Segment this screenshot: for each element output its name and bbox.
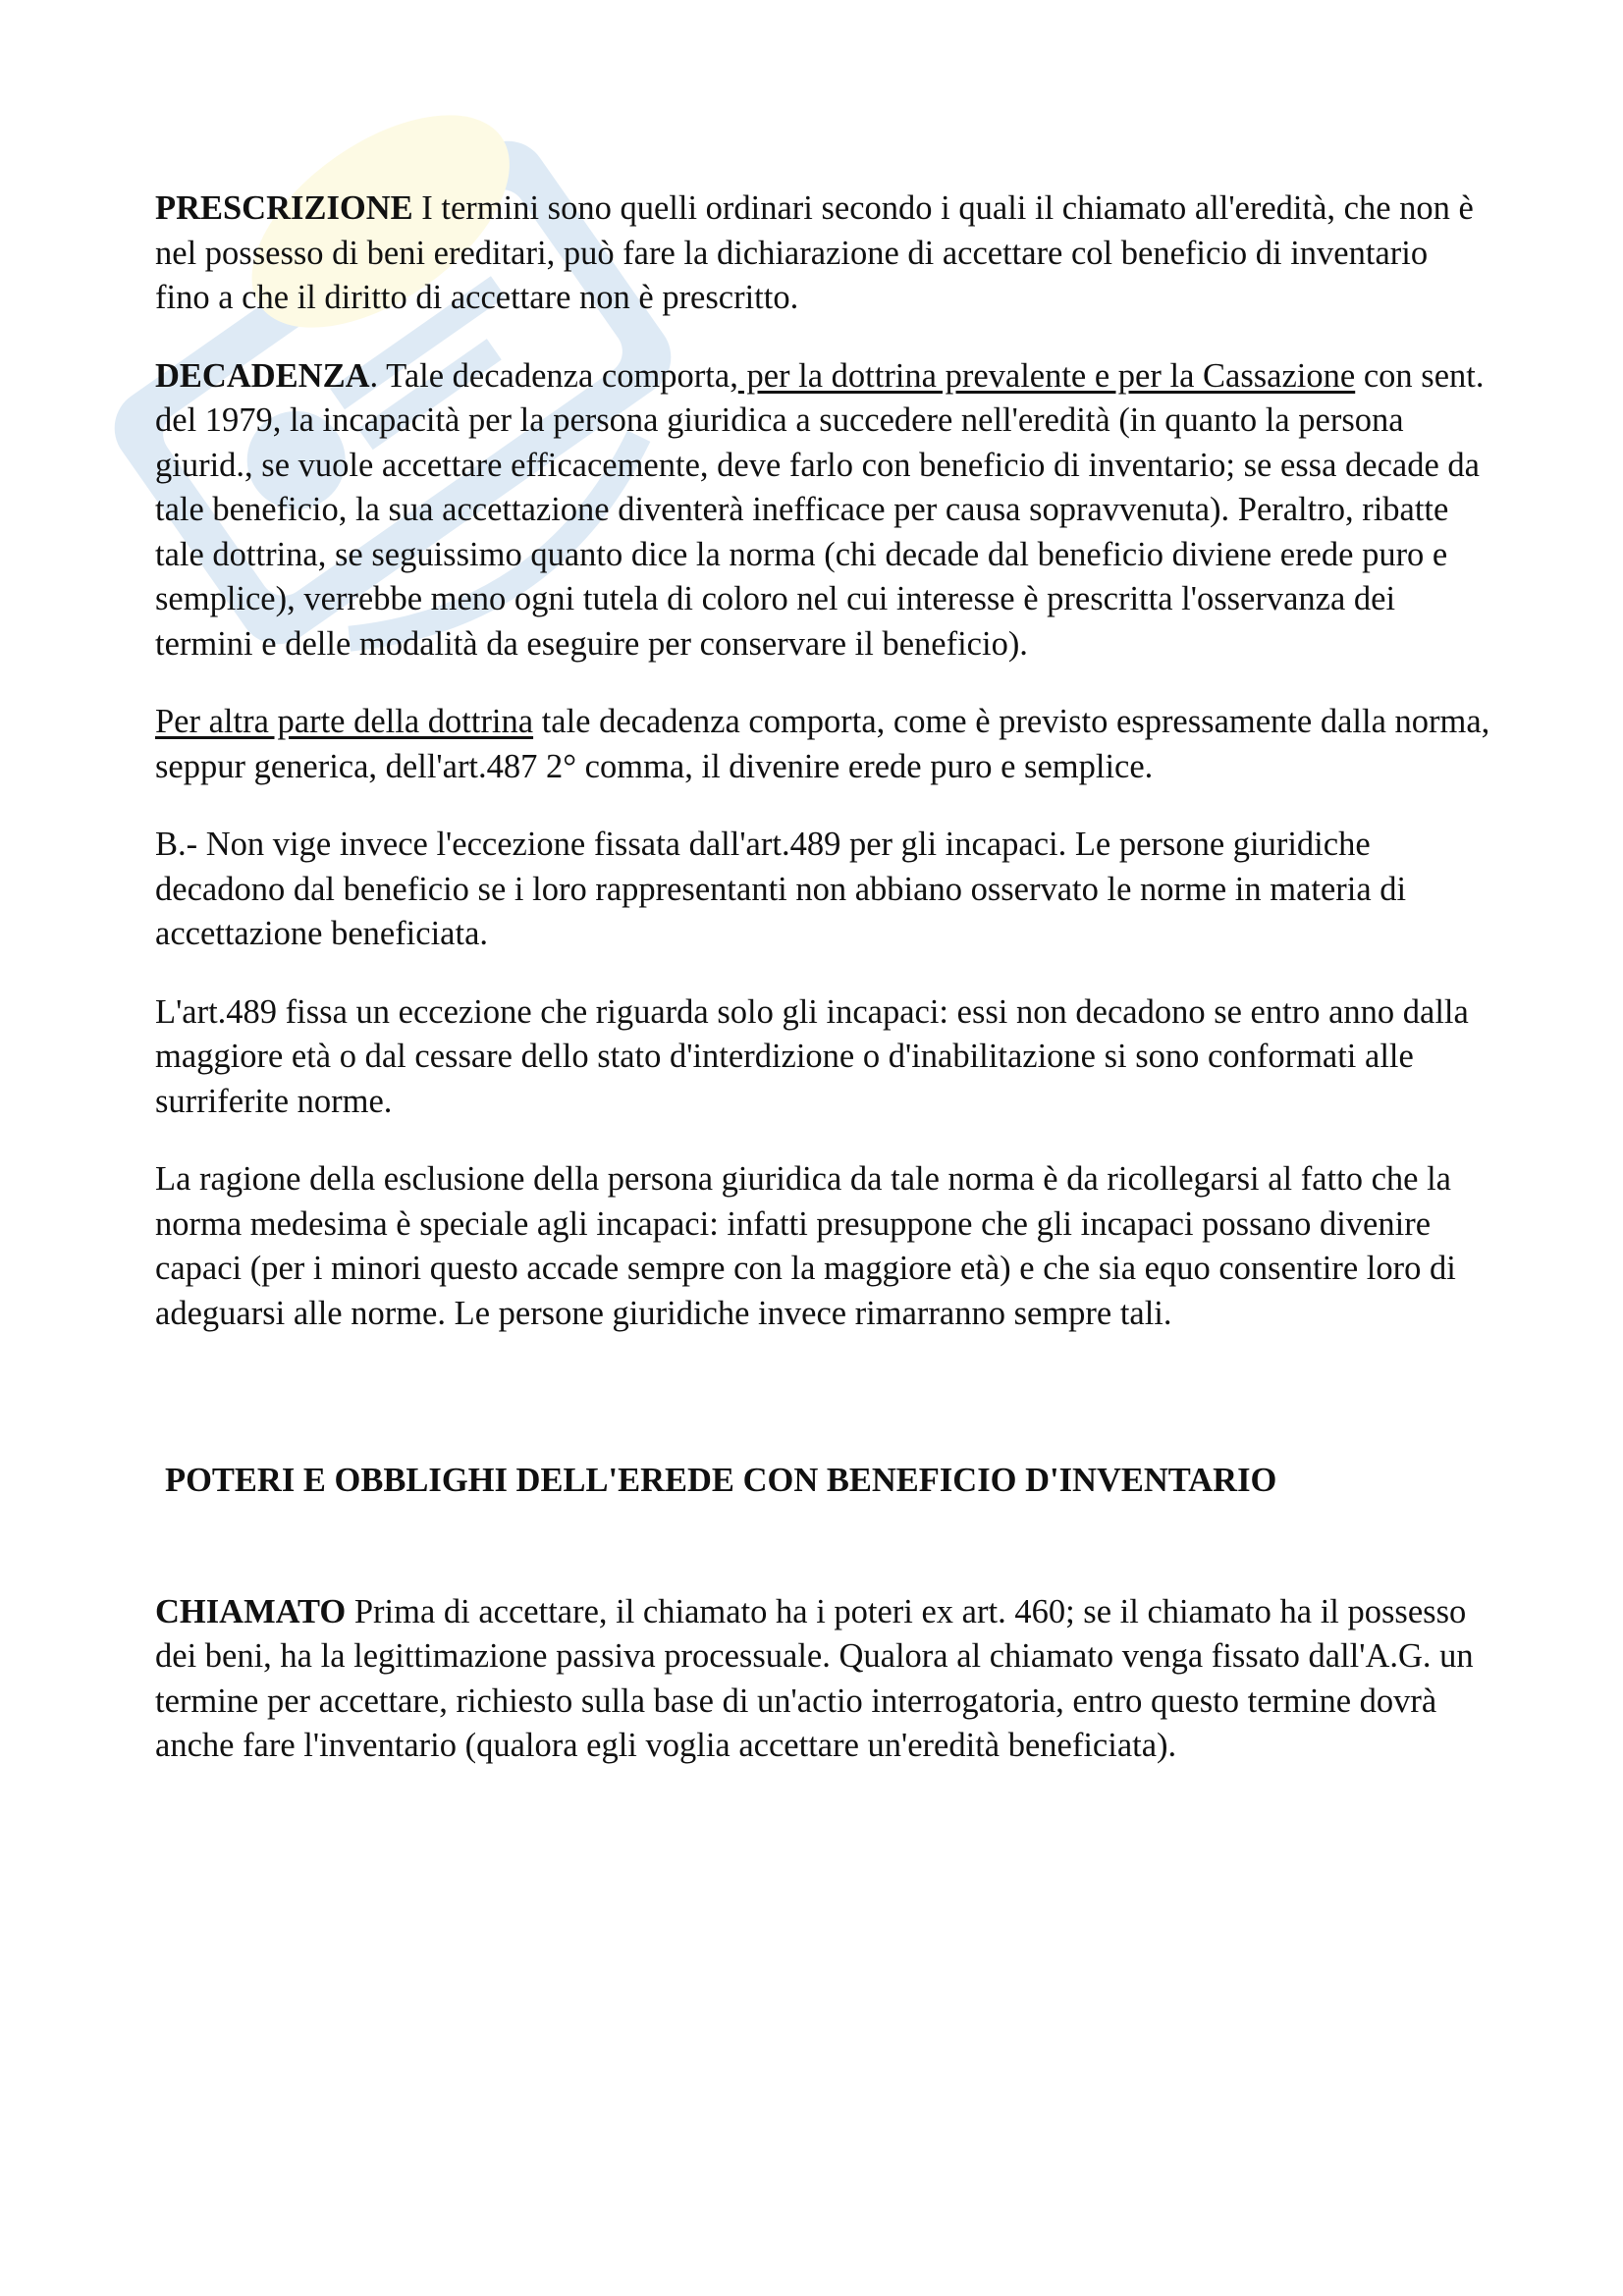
paragraph-chiamato xyxy=(155,1590,1490,1769)
section-heading: POTERI E OBBLIGHI DELL'EREDE CON BENEFICIO D'INVENTARIO xyxy=(165,1462,1277,1499)
paragraph-text: . Tale decadenza comporta, xyxy=(369,356,738,395)
paragraph-altra-parte xyxy=(155,700,1490,789)
term-chiamato: CHIAMATO xyxy=(155,1592,347,1630)
paragraph-text: tale decadenza comporta, come è previsto espressamente dalla norma, seppur generica, dell'art.487 2° comma, il divenire erede puro e semplice. xyxy=(155,703,1490,785)
term-prescrizione: PRESCRIZIONE xyxy=(155,189,413,227)
paragraph-prescrizione xyxy=(155,187,1490,321)
paragraph-ragione: La ragione della esclusione della persona giuridica da tale norma è da ricollegarsi al fatto che la norma medesima è speciale agli incapaci: infatti presuppone che gli incapaci possano divenire capaci (per i minori questo accade sempre con la maggiore età) e che sia equo consentire loro di adeguarsi alle norme. Le persone giuridiche invece rimarranno sempre tali. xyxy=(155,1160,1456,1332)
paragraph-art489: L'art.489 fissa un eccezione che riguarda solo gli incapaci: essi non decadono se entro anno dalla maggiore età o dal cessare dello stato d'interdizione o d'inabilitazione si sono conformati alle surriferite norme. xyxy=(155,992,1469,1120)
document-page xyxy=(155,187,1490,1769)
paragraph-text: Prima di accettare, il chiamato ha i poteri ex art. 460; se il chiamato ha il possesso dei beni, ha la legittimazione passiva processuale. Qualora al chiamato venga fissato dall'A.G. un termine per accettare, richiesto sulla base di un'actio interrogatoria, entro questo termine dovrà anche fare l'inventario (qualora egli voglia accettare un'eredità beneficiata). xyxy=(155,1592,1474,1764)
paragraph-b: B.- Non vige invece l'eccezione fissata dall'art.489 per gli incapaci. Le persone giuridiche decadono dal beneficio se i loro rappresentanti non abbiano osservato le norme in materia di accettazione beneficiata. xyxy=(155,826,1407,952)
paragraph-decadenza xyxy=(155,354,1490,667)
underlined-phrase: Per altra parte della dottrina xyxy=(155,703,534,740)
paragraph-text: con sent. del 1979, la incapacità per la persona giuridica a succedere nell'eredità (in quanto la persona giurid., se vuole accettare efficacemente, deve farlo con beneficio di inventario; se essa decade da tale beneficio, la sua accettazione diventerà inefficace per causa sopravvenuta). Peraltro, ribatte tale dottrina, se seguissimo quanto dice la norma (chi decade dal beneficio diviene erede puro e semplice), verrebbe meno ogni tutela di coloro nel cui interesse è prescritta l'osservanza dei termini e delle modalità da eseguire per conservare il beneficio). xyxy=(155,356,1485,663)
underlined-phrase: per la dottrina prevalente e per la Cassazione xyxy=(737,356,1356,395)
paragraph-text: I termini sono quelli ordinari secondo i quali il chiamato all'eredità, che non è nel possesso di beni ereditari, può fare la dichiarazione di accettare col beneficio di inventario fino a che il diritto di accettare non è prescritto. xyxy=(155,189,1474,316)
term-decadenza: DECADENZA xyxy=(155,356,370,395)
